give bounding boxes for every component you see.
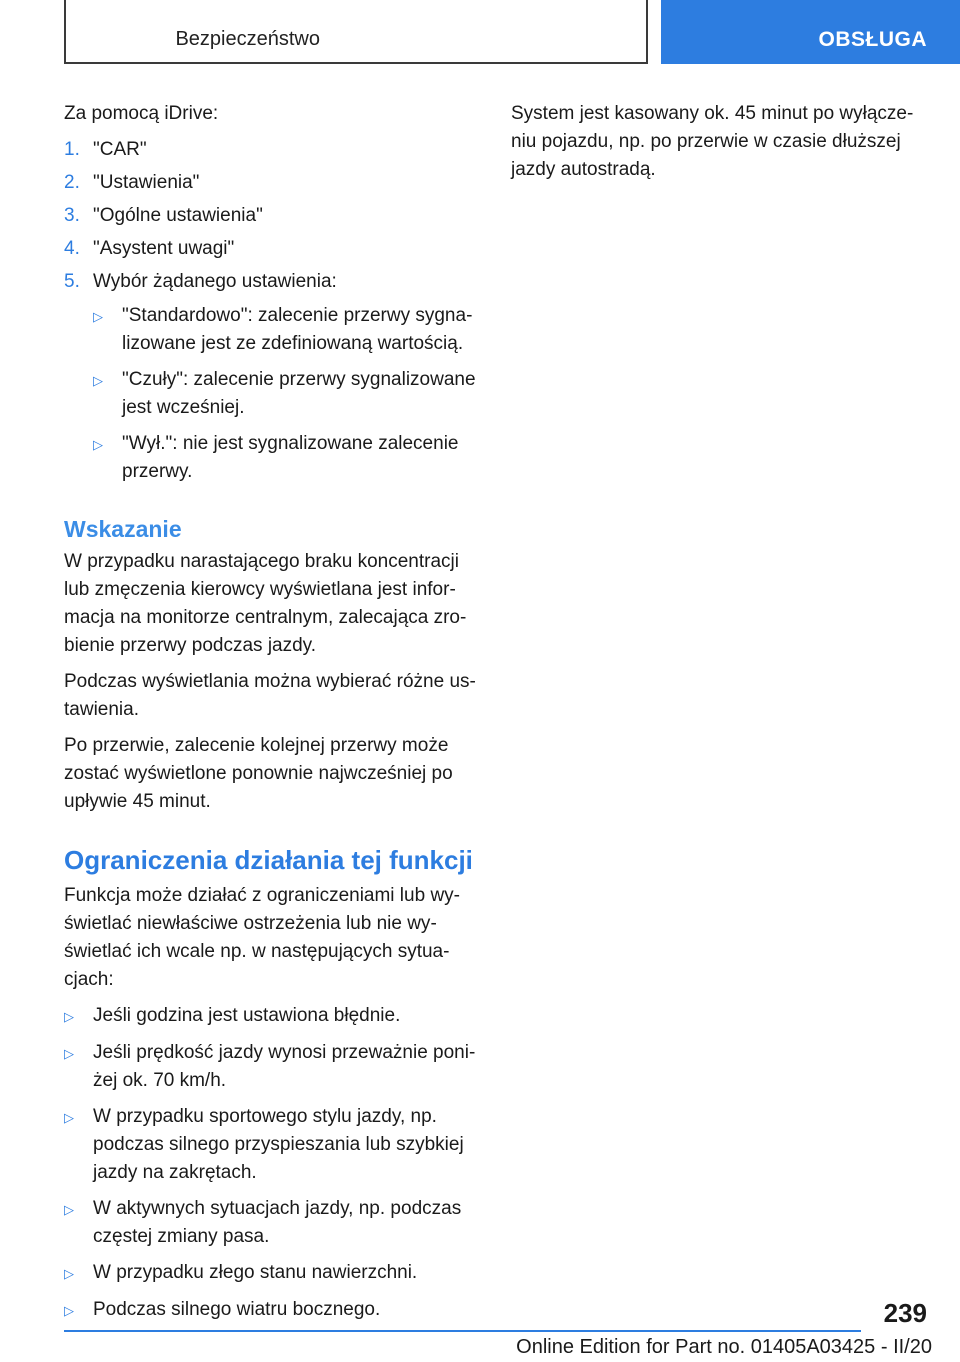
list-item <box>64 1259 476 1288</box>
limitation-text: Podczas silnego wiatru bocznego. <box>93 1299 381 1320</box>
triangle-right-icon: ▷ <box>64 1303 74 1318</box>
triangle-right-icon: ▷ <box>93 437 103 452</box>
edition-text: Online Edition for Part no. 01405A03425 - II/20 <box>516 1336 932 1358</box>
step-number: 2. <box>64 172 80 193</box>
triangle-right-icon: ▷ <box>64 1202 74 1217</box>
limitation-text: W przypadku sportowego stylu jazdy, np. podczas silnego przyspieszania lub szybkiej jazdy na zakrętach. <box>93 1106 464 1183</box>
step-text: "CAR" <box>93 139 147 160</box>
list-item <box>64 235 476 263</box>
chapter-tab-label: OBSŁUGA <box>818 28 927 51</box>
list-item <box>93 302 476 358</box>
list-item <box>64 202 476 230</box>
step-text: "Asystent uwagi" <box>93 238 235 259</box>
list-item <box>93 366 476 422</box>
paragraph: System jest kasowany ok. 45 minut po wyłączeniu pojazdu, np. po przerwie w czasie dłuższej jazdy autostradą. <box>511 103 914 180</box>
list-item <box>64 1296 476 1325</box>
right-column <box>511 100 921 192</box>
triangle-right-icon: ▷ <box>64 1009 74 1024</box>
step-text: Wybór żądanego ustawienia: <box>93 271 337 292</box>
triangle-right-icon: ▷ <box>64 1266 74 1281</box>
footer-divider <box>64 1330 861 1332</box>
list-item <box>64 1103 476 1187</box>
limitations-list <box>64 1002 476 1325</box>
option-text: "Czuły": zalecenie przerwy sygnalizowane jest wcześniej. <box>122 369 476 418</box>
page-number: 239 <box>883 1298 927 1328</box>
triangle-right-icon: ▷ <box>64 1110 74 1125</box>
list-item <box>64 268 476 296</box>
chapter-tab[interactable] <box>661 0 960 64</box>
step-number: 5. <box>64 271 80 292</box>
section-title: Bezpieczeństwo <box>175 28 320 50</box>
heading-ograniczenia: Ograniczenia działania tej funkcji <box>64 845 473 875</box>
limitation-text: W przypadku złego stanu nawierzchni. <box>93 1262 418 1283</box>
limitation-text: Jeśli prędkość jazdy wynosi przeważnie poniżej ok. 70 km/h. <box>93 1042 476 1091</box>
heading-wskazanie: Wskazanie <box>64 516 182 542</box>
step-number: 3. <box>64 205 80 226</box>
list-item <box>64 1039 476 1095</box>
list-item <box>64 1002 476 1031</box>
intro-text: Za pomocą iDrive: <box>64 103 219 124</box>
triangle-right-icon: ▷ <box>93 373 103 388</box>
step-number: 1. <box>64 139 80 160</box>
step-number: 4. <box>64 238 80 259</box>
paragraph: W przypadku narastającego braku koncentracji lub zmęczenia kierowcy wyświetlana jest informacja na monitorze centralnym, zalecająca zrobienie przerwy podczas jazdy. <box>64 551 467 656</box>
paragraph: Funkcja może działać z ograniczeniami lub wyświetlać niewłaściwe ostrzeżenia lub nie wyświetlać ich wcale np. w następujących sytuacjach: <box>64 885 460 990</box>
steps-list <box>64 136 476 296</box>
step-text: "Ustawienia" <box>93 172 200 193</box>
limitation-text: W aktywnych sytuacjach jazdy, np. podczas częstej zmiany pasa. <box>93 1198 462 1247</box>
option-text: "Wył.": nie jest sygnalizowane zalecenie przerwy. <box>122 433 459 482</box>
paragraph: Po przerwie, zalecenie kolejnej przerwy może zostać wyświetlone ponownie najwcześniej po upływie 45 minut. <box>64 735 453 812</box>
limitation-text: Jeśli godzina jest ustawiona błędnie. <box>93 1005 401 1026</box>
list-item <box>64 169 476 197</box>
paragraph: Podczas wyświetlania można wybierać różne ustawienia. <box>64 671 476 720</box>
header-frame <box>64 0 648 64</box>
triangle-right-icon: ▷ <box>93 309 103 324</box>
triangle-right-icon: ▷ <box>64 1046 74 1061</box>
left-column <box>64 100 476 1333</box>
list-item <box>64 1195 476 1251</box>
option-text: "Standardowo": zalecenie przerwy sygnalizowane jest ze zdefiniowaną wartością. <box>122 305 473 354</box>
list-item <box>64 136 476 164</box>
option-list <box>64 302 476 486</box>
list-item <box>93 430 476 486</box>
step-text: "Ogólne ustawienia" <box>93 205 263 226</box>
